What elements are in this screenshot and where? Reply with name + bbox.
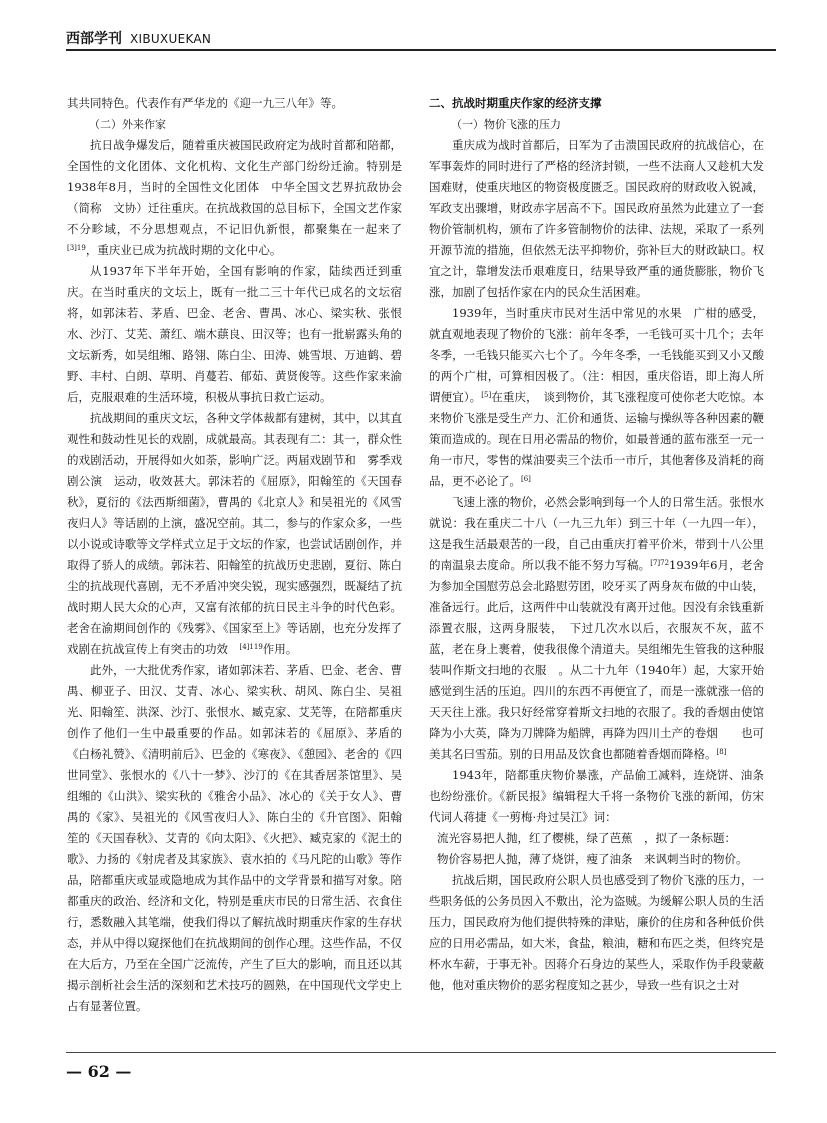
- paragraph-text: ，重庆业已成为抗战时期的文化中心。: [85, 243, 282, 257]
- quote-line: 物价容易把人抛，薄了烧饼，瘦了油条 来讽刺当时的物价。: [437, 852, 748, 866]
- journal-title: 西部学刊: [66, 31, 122, 47]
- citation: [8]: [716, 748, 727, 756]
- citation: [6]: [521, 475, 531, 483]
- footer-rule: [66, 1052, 776, 1053]
- paragraph-text: 作用。: [262, 642, 298, 656]
- right-column: [429, 93, 764, 996]
- paragraph: 抗战后期，国民政府公职人员也感受到了物价飞涨的压力，一些职务低的公务员因入不敷出，沦为盗贼。为缓解公职人员的生活压力，国民政府为他们提供特殊的津贴，廉价的住房和各种低价供应的日用必需品，如大米，食盐，粮油，糖和布匹之类，但终究是杯水车薪，于事无补。因蒋介石身边的某些人，采取作伪手段蒙蔽他，他对重庆物价的恶劣程度知之甚少，导致一些有识之士对: [429, 873, 764, 992]
- quote-line: 流光容易把人抛，红了樱桃，绿了芭蕉 ，拟了一条标题：: [437, 831, 736, 845]
- paragraph: 重庆成为战时首都后，日军为了击溃国民政府的抗战信心，在军事轰炸的同时进行了严格的经济封锁，一些不法商人又趁机大发国难财，使重庆地区的物资极度匮乏。国民政府的财政收入锐减，军政支出骤增，财政赤字居高不下。国民政府虽然为此建立了一套物价管制机构，颁布了许多管制物价的法律、法规，采取了一系列开源节流的措施，但依然无法平抑物价，弥补巨大的财政缺口。权宜之计，靠增发法币艰难度日，结果导致严重的通货膨胀，物价飞涨，加剧了包括作家在内的民众生活困难。: [429, 138, 764, 299]
- paragraph-text: 在重庆， 谈到物价，其飞涨程度可使你老大吃惊。本来物价飞涨是受生产力、汇价和通货、运输与操纵等各种因素的鞭策而造成的。现在日用必需品的物价，如最普通的蓝布涨至一元一角一市尺，零售的煤油要卖三个法币一市斤，其他奢侈及消耗的商品，更不必论了。: [429, 390, 764, 488]
- paragraph: 1943年，陪都重庆物价暴涨，产品偷工减料，连烧饼、油条也纷纷涨价。《新民报》编辑程大千将一条物价飞涨的新闻，仿宋代词人蒋捷《一剪梅·舟过吴江》词：: [429, 768, 764, 824]
- paragraph: 从1937年下半年开始，全国有影响的作家，陆续西迁到重庆。在当时重庆的文坛上，既有一批二三十年代已成名的文坛宿将，如郭沫若、茅盾、巴金、老舍、曹禺、冰心、梁实秋、张恨水、沙汀、艾芜、萧红、端木蕻良、田汉等；也有一批崭露头角的文坛新秀，如吴组缃、路翎、陈白尘、田涛、姚雪垠、万迪鹤、碧野、丰村、白朗、草明、肖蔓若、郁茹、黄贤俊等。这些作家来渝后，克服艰难的生活环境，积极从事抗日救亡运动。: [67, 264, 402, 404]
- paragraph-text: 1939年6月，老舍为参加全国慰劳总会北路慰劳团，咬牙买了两身灰布做的中山装，准备远行。此后，这两件中山装就没有离开过他。因没有余钱重新添置衣服，这两身服装， 下过几次水以后，衣服灰不灰，蓝不蓝，老在身上裹着，使我很像个清道夫。吴组缃先生管我的这种服装叫作斯文扫地的衣服 。从二十九年（1940年）起，大家开始感觉到生活的压迫。四川的东西不再便宜了，而是一涨就涨一倍的天天往上涨。我只好经常穿着斯文扫地的衣服了。我的香烟由使馆降为小大英，降为刀牌降为船牌，再降为四川土产的卷烟 也可美其名曰雪茄。别的日用品及饮食也都随着香烟而降格。: [429, 558, 764, 761]
- paragraph: 其共同特色。代表作有严华龙的《迎一九三八年》等。: [67, 96, 343, 110]
- left-column: [67, 93, 414, 1017]
- paragraph: [67, 408, 414, 660]
- citation: [5]: [481, 391, 492, 399]
- subsection-heading: （二）外来作家: [89, 118, 166, 131]
- paragraph-text: 抗战期间的重庆文坛，各种文学体裁都有建树，其中，以其直观性和鼓动性见长的戏剧，成就最高。其表现有二：其一，群众性的戏剧活动，开展得如火如荼，影响广泛。两届戏剧节和 雾季戏剧公演 运动，收效甚大。郭沫若的《屈原》，阳翰笙的《天国春秋》，夏衍的《法西斯细菌》，曹禺的《北京人》和吴祖光的《风雪夜归人》等话剧的上演，盛况空前。其二，参与的作家众多，一些以小说或诗歌等文学样式立足于文坛的作家，也尝试话剧创作，并取得了骄人的成绩。郭沫若、阳翰笙的抗战历史悲剧，夏衍、陈白尘的抗战现代喜剧，无不矛盾冲突尖锐，现实感强烈，既凝结了抗战时期人民大众的心声，又富有浓郁的抗日民主斗争的时代色彩。老舍在渝期间创作的《残雾》、《国家至上》等话剧，也充分发挥了 戏剧在抗战宣传上有突击的功效: [67, 411, 414, 656]
- paragraph: 此外，一大批优秀作家，诸如郭沫若、茅盾、巴金、老舍、曹禺、柳亚子、田汉、艾青、冰心、梁实秋、胡风、陈白尘、吴祖光、阳翰笙、洪深、沙汀、张恨水、臧克家、艾芜等，在陪都重庆创作了他们一生中最重要的作品。如郭沫若的《屈原》、茅盾的《白杨礼赞》、《清明前后》、巴金的《寒夜》、《憩园》、老舍的《四世同堂》、张恨水的《八十一梦》、沙汀的《在其香居茶馆里》、吴组缃的《山洪》、梁实秋的《雅舍小品》、冰心的《关于女人》、曹禺的《家》、吴祖光的《风雪夜归人》、陈白尘的《升官图》、阳翰笙的《天国春秋》、艾青的《向太阳》、《火把》、臧克家的《泥土的歌》、力扬的《射虎者及其家族》、袁水拍的《马凡陀的山歌》等作品，陪都重庆或显或隐地成为其作品中的文学背景和描写对象。陪都重庆的政治、经济和文化，特别是重庆市民的日常生活、衣食住行，悉数融入其笔端，使我们得以了解抗战时期重庆作家的生存状态，并从中得以窥探他们在抗战期间的创作心理。这些作品，不仅在大后方，乃至在全国广泛流传，产生了巨大的影响，而且还以其揭示剖析社会生活的深刻和艺术技巧的圆熟，在中国现代文学史上占有显著位置。: [67, 663, 402, 1013]
- journal-pinyin: XIBUXUEKAN: [130, 32, 212, 46]
- citation: [3]19: [67, 244, 86, 252]
- paragraph-text: 飞速上涨的物价，必然会影响到每一个人的日常生活。张恨水就说：我在重庆二十八（一九三九年）到三十年（一九四一年），这是我生活最艰苦的一段，自己由重庆打着平价米，带到十八公里的南温泉去度命。所以我不能不努力写稿。: [429, 495, 764, 572]
- subsection-heading: （一）物价飞涨的压力: [451, 118, 561, 131]
- citation: [7]72: [650, 559, 670, 567]
- paragraph: [429, 492, 764, 765]
- paragraph-text: 抗日战争爆发后，随着重庆被国民政府定为战时首都和陪都，全国性的文化团体、文化机构、文化生产部门纷纷迁渝。特别是1938年8月，当时的全国性文化团体 中华全国文艺界抗敌协会（简称 文协）迁往重庆。在抗战救国的总目标下，全国文艺作家不分畛域，不分思想观点，不记旧仇新恨，都聚集在一起来了: [67, 138, 414, 236]
- section-heading: 二、抗战时期重庆作家的经济支撑: [429, 96, 602, 110]
- running-header: [66, 28, 776, 50]
- page-number: — 62 —: [66, 1062, 132, 1081]
- citation: [4]119: [239, 643, 263, 651]
- paragraph: [429, 303, 764, 492]
- header-rule: [66, 49, 776, 51]
- paragraph: [67, 135, 414, 261]
- paragraph-text: 1939年，当时重庆市民对生活中常见的水果 广柑的感受，就直观地表现了物价的飞涨：前年冬季，一毛钱可买十几个；去年冬季，一毛钱只能买六七个了。今年冬季，一毛钱能买到又小又酸的两个广柑，可算相因极了。（注：相因，重庆俗语，即上海人所谓便宜）。: [429, 306, 764, 404]
